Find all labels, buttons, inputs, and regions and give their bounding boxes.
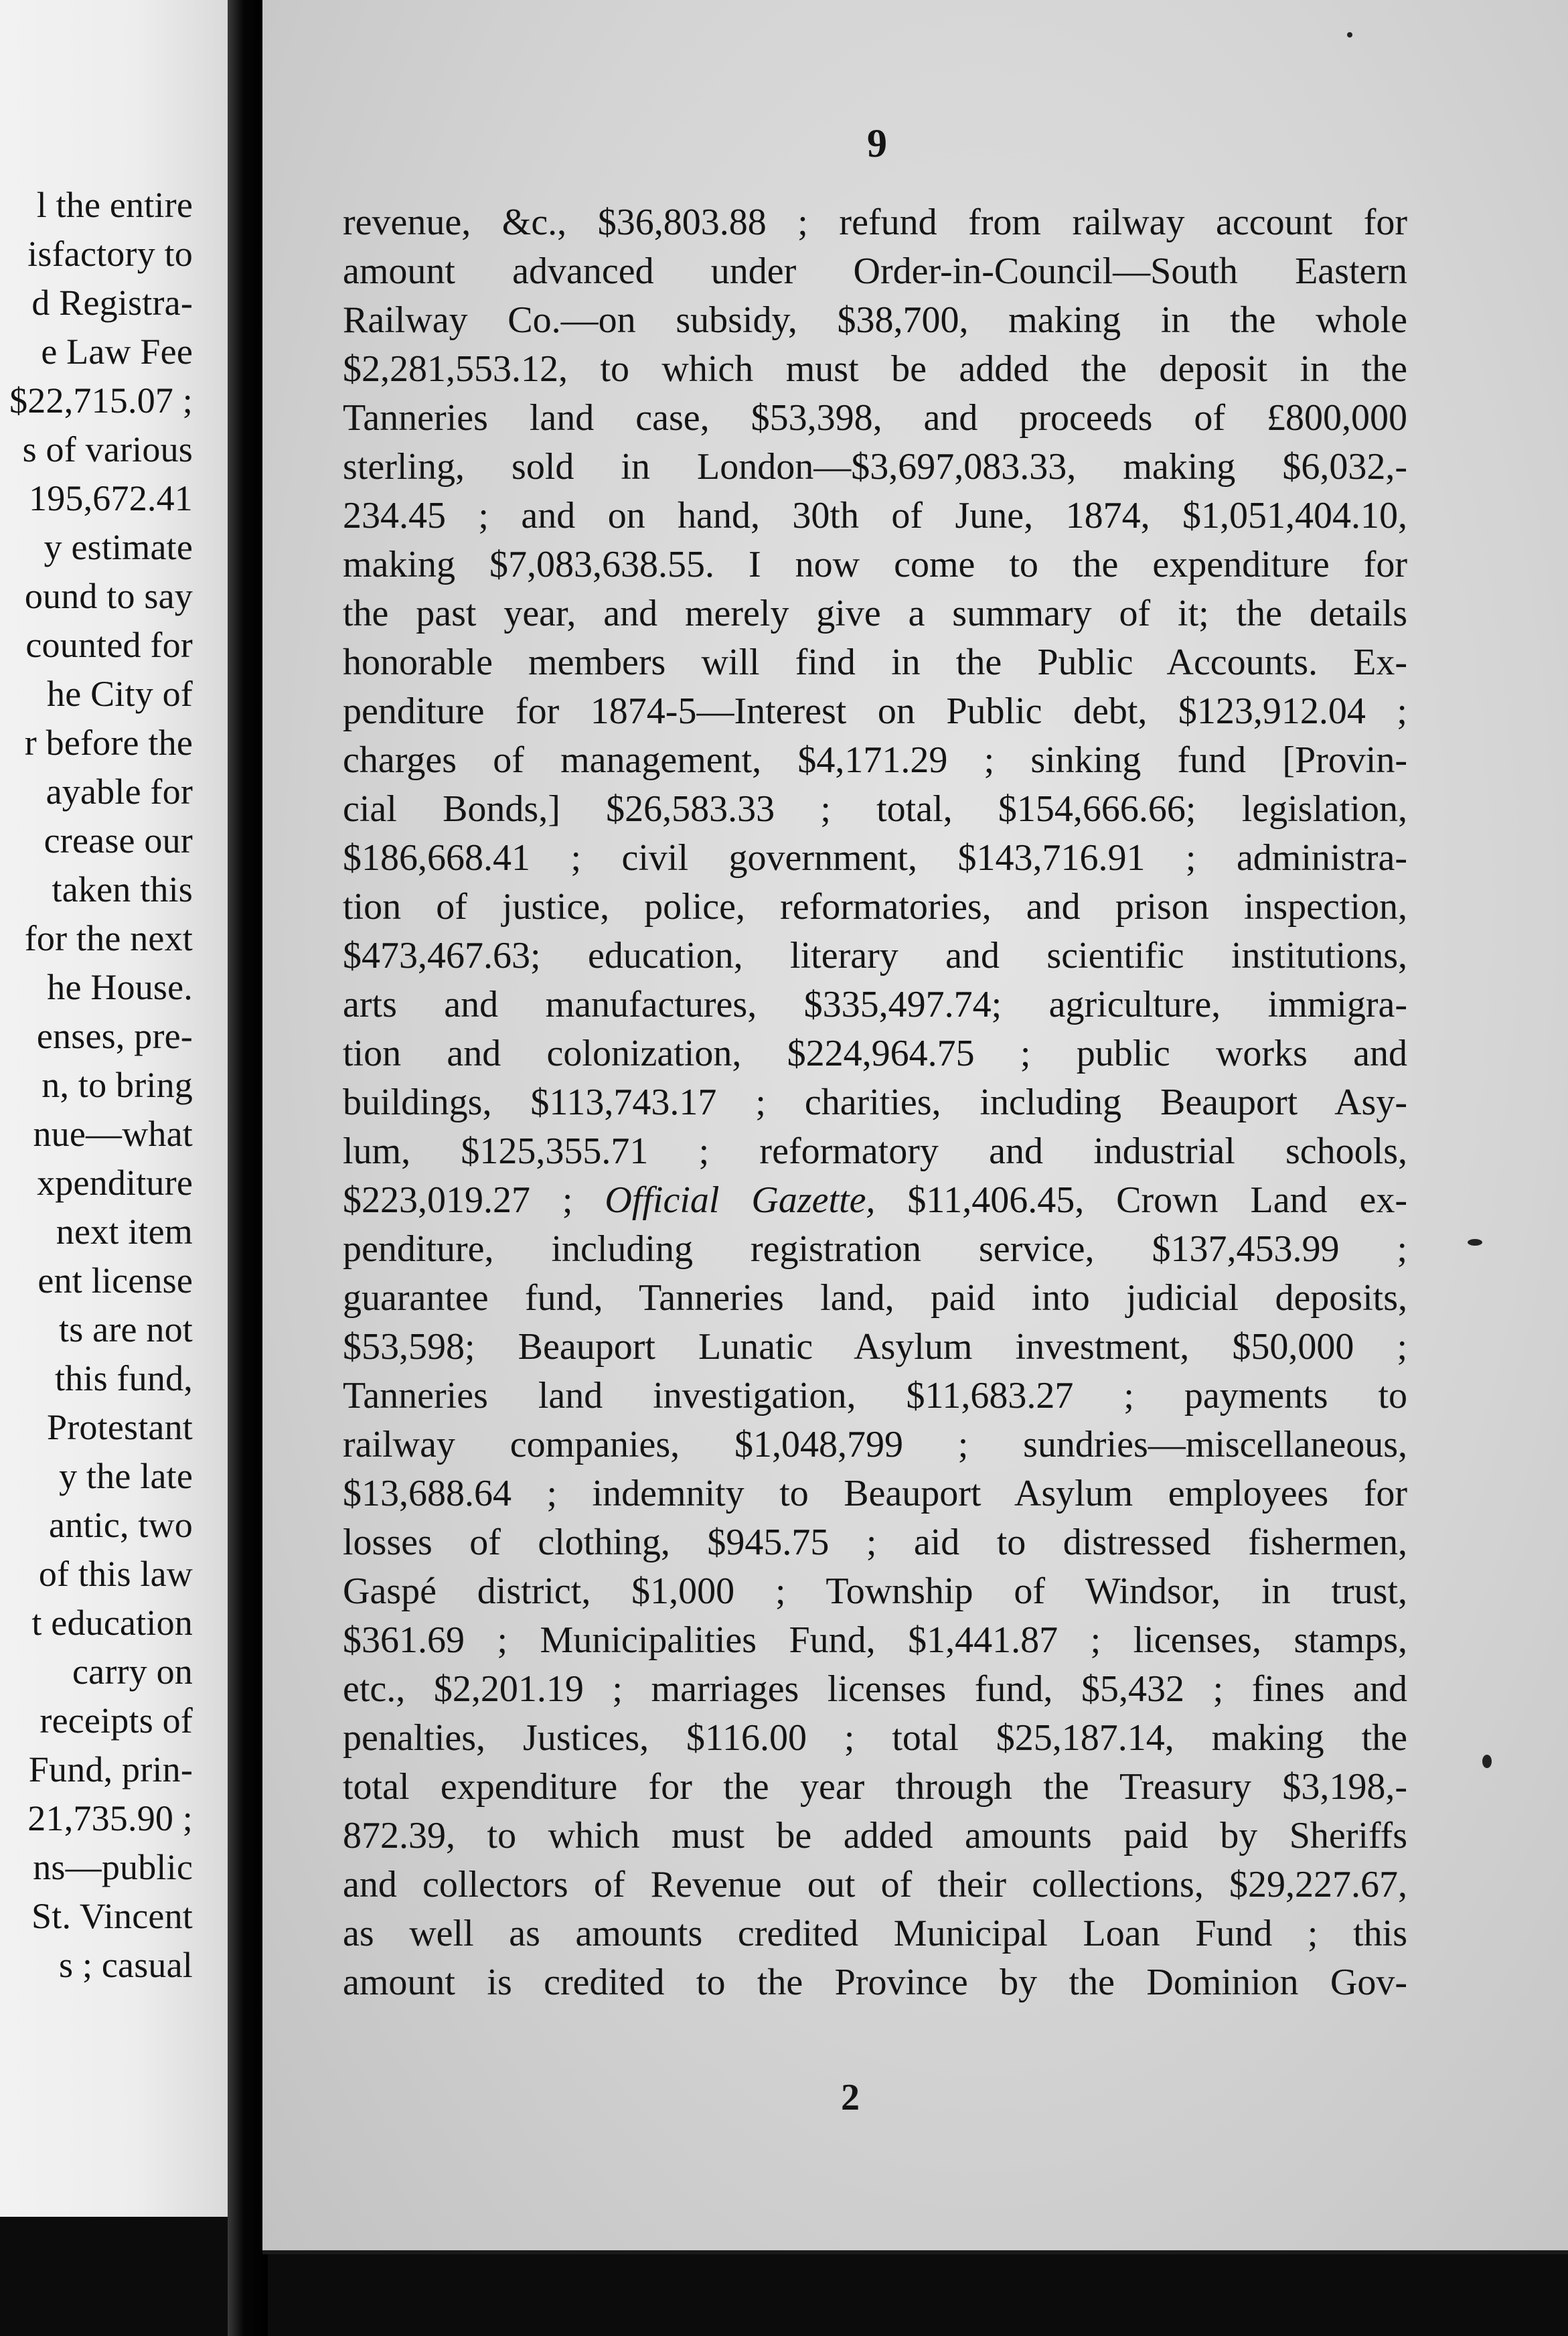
text-line: Tanneries land investigation, $11,683.27 ; payments to <box>343 1375 1407 1416</box>
left-line: antic, two <box>49 1505 193 1545</box>
left-line: crease our <box>44 820 193 861</box>
left-line: St. Vincent <box>31 1896 193 1936</box>
text-line: penditure, including registration service, $137,453.99 ; <box>343 1228 1407 1270</box>
text-line: amount advanced under Order-in-Council—South Eastern <box>343 250 1407 292</box>
text-line: Gaspé district, $1,000 ; Township of Windsor, in trust, <box>343 1571 1407 1612</box>
left-line: carry on <box>72 1652 193 1692</box>
text-line: penditure for 1874-5—Interest on Public debt, $123,912.04 ; <box>343 690 1407 732</box>
left-line: taken this <box>52 869 193 909</box>
left-line: of this law <box>38 1554 193 1594</box>
left-line: n, to bring <box>42 1065 193 1105</box>
left-line: s ; casual <box>59 1945 193 1985</box>
left-line: ayable for <box>46 772 193 812</box>
text-line: as well as amounts credited Municipal Loan Fund ; this <box>343 1913 1407 1954</box>
left-line: ts are not <box>59 1309 193 1349</box>
text-line: $53,598; Beauport Lunatic Asylum investment, $50,000 ; <box>343 1326 1407 1368</box>
left-line: e Law Fee <box>41 332 193 372</box>
left-line: s of various <box>22 429 193 469</box>
text-line: making $7,083,638.55. I now come to the expenditure for <box>343 544 1407 585</box>
left-line: y estimate <box>44 527 193 567</box>
text-line: losses of clothing, $945.75 ; aid to distressed fishermen, <box>343 1522 1407 1563</box>
text-line: arts and manufactures, $335,497.74; agriculture, immigra- <box>343 984 1407 1025</box>
text-line: etc., $2,201.19 ; marriages licenses fund, $5,432 ; fines and <box>343 1668 1407 1710</box>
text-line: railway companies, $1,048,799 ; sundries—miscellaneous, <box>343 1424 1407 1465</box>
left-line: y the late <box>59 1456 193 1496</box>
left-line: he House. <box>47 967 193 1007</box>
text-line: 234.45 ; and on hand, 30th of June, 1874, $1,051,404.10, <box>343 495 1407 536</box>
left-line: l the entire <box>36 185 193 225</box>
left-line: ent license <box>37 1260 193 1301</box>
left-line: ns—public <box>33 1847 193 1887</box>
left-line: 195,672.41 <box>29 478 193 518</box>
text-line: Tanneries land case, $53,398, and proceeds of £800,000 <box>343 397 1407 439</box>
italic-title: Official Gazette, <box>605 1179 876 1221</box>
body-text <box>343 198 1407 2007</box>
left-line: nue—what <box>33 1114 193 1154</box>
ink-speck <box>1347 32 1352 38</box>
text-line: cial Bonds,] $26,583.33 ; total, $154,666.66; legislation, <box>343 788 1407 830</box>
left-page-text <box>0 181 193 1990</box>
left-line: r before the <box>24 723 193 763</box>
left-line: ound to say <box>24 576 193 616</box>
text-line: Railway Co.—on subsidy, $38,700, making in the whole <box>343 299 1407 341</box>
text-line: buildings, $113,743.17 ; charities, including Beauport Asy- <box>343 1082 1407 1123</box>
text-line: the past year, and merely give a summary of it; the details <box>343 593 1407 634</box>
text-line: charges of management, $4,171.29 ; sinking fund [Provin- <box>343 739 1407 781</box>
text-line: guarantee fund, Tanneries land, paid into judicial deposits, <box>343 1277 1407 1319</box>
left-line: $22,715.07 ; <box>9 380 193 421</box>
text-line-gazette <box>343 1176 1407 1225</box>
ink-speck <box>1482 1755 1492 1768</box>
text-line: tion of justice, police, reformatories, and prison inspection, <box>343 886 1407 928</box>
text-line: $13,688.64 ; indemnity to Beauport Asylum employees for <box>343 1473 1407 1514</box>
text-line: tion and colonization, $224,964.75 ; public works and <box>343 1033 1407 1074</box>
binding-gutter <box>228 0 268 2336</box>
text-line: 872.39, to which must be added amounts paid by Sheriffs <box>343 1815 1407 1856</box>
left-line: enses, pre- <box>36 1016 193 1056</box>
text-line: honorable members will find in the Public Accounts. Ex- <box>343 642 1407 683</box>
left-line: for the next <box>24 918 193 958</box>
left-line: receipts of <box>40 1700 193 1741</box>
text-line: $361.69 ; Municipalities Fund, $1,441.87 ; licenses, stamps, <box>343 1619 1407 1661</box>
left-line: next item <box>56 1212 193 1252</box>
left-line: 21,735.90 ; <box>27 1798 193 1838</box>
left-line: isfactory to <box>27 234 193 274</box>
signature-mark: 2 <box>841 2077 860 2118</box>
main-page <box>262 0 1568 2254</box>
text-line: $186,668.41 ; civil government, $143,716.91 ; administra- <box>343 837 1407 879</box>
left-line: counted for <box>25 625 193 665</box>
page-number: 9 <box>867 121 887 165</box>
text-line: $473,467.63; education, literary and scientific institutions, <box>343 935 1407 976</box>
text-line: and collectors of Revenue out of their collections, $29,227.67, <box>343 1864 1407 1905</box>
left-facing-page <box>0 0 228 2217</box>
text-line: amount is credited to the Province by the Dominion Gov- <box>343 1962 1407 2003</box>
text-line: lum, $125,355.71 ; reformatory and industrial schools, <box>343 1130 1407 1172</box>
left-line: d Registra- <box>31 283 193 323</box>
ink-speck <box>1468 1239 1482 1246</box>
text-line: penalties, Justices, $116.00 ; total $25,187.14, making the <box>343 1717 1407 1759</box>
left-line: t education <box>31 1603 193 1643</box>
text-line: $2,281,553.12, to which must be added the deposit in the <box>343 348 1407 390</box>
text-line: revenue, &c., $36,803.88 ; refund from railway account for <box>343 202 1407 243</box>
left-line: Protestant <box>47 1407 193 1447</box>
text-line: total expenditure for the year through the Treasury $3,198,- <box>343 1766 1407 1808</box>
left-line: Fund, prin- <box>28 1749 193 1790</box>
left-line: xpenditure <box>37 1163 193 1203</box>
left-line: this fund, <box>54 1358 193 1398</box>
text-line-end: $11,406.45, Crown Land ex- <box>875 1179 1407 1221</box>
left-line: he City of <box>47 674 193 714</box>
text-line-start: $223,019.27 ; <box>343 1179 573 1221</box>
text-line: sterling, sold in London—$3,697,083.33, making $6,032,- <box>343 446 1407 488</box>
